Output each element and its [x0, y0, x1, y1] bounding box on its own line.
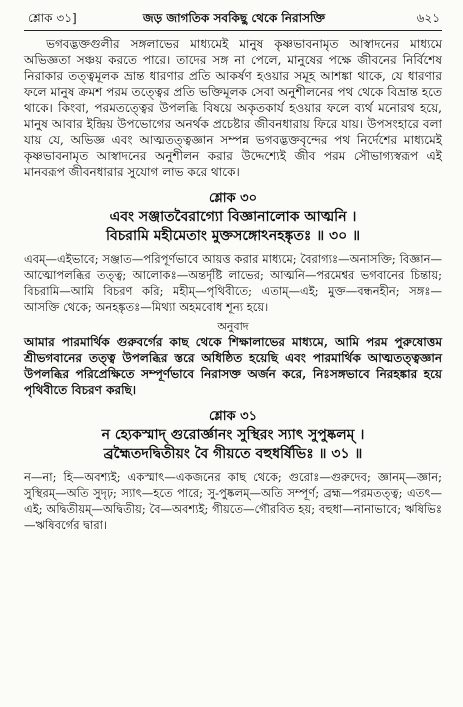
verse-30-line-2: বিচরামি মহীমেতাং মুক্তসঙ্গোঽনহঙ্কৃতঃ ॥ ৩০ ॥ [105, 228, 361, 244]
header-verse-ref: শ্লোক ৩১] [28, 11, 77, 25]
page-body [24, 36, 442, 533]
verse-31-line-1: ন হ্যেকস্মাদ্ গুরোর্জ্ঞানং সুস্থিরং স্যাৎ সুপুষ্কলম্ । [101, 427, 365, 443]
verse-30-line-1: এবং সঞ্জাতবৈরাগ্যো বিজ্ঞানালোক আত্মনি । [109, 209, 357, 225]
verse-30-synonyms: এবম্—এইভাবে; সঞ্জাত—পরিপূর্ণভাবে আয়ত্ত করার মাধ্যমে; বৈরাগ্যঃ—অনাসক্তি; বিজ্ঞান—আত্মোপলব্ধির তত্ত্ব; আলোকঃ—অন্তর্দৃষ্টি লাভের; আত্মনি—পরমেশ্বর ভগবানের চিন্তায়; বিচরামি—আমি বিচরণ করি; মহীম্—পৃথিবীতে; এতাম্—এই; মুক্ত—বন্ধনহীন; সঙ্গঃ—আসক্তি থেকে; অনহঙ্কৃতঃ—মিথ্যা অহমবোধ শূন্য হয়ে। [24, 252, 442, 314]
header-chapter-title: জড় জাগতিক সবকিছু থেকে নিরাসক্তি [142, 11, 326, 25]
verse-31-heading: শ্লোক ৩১ [208, 409, 258, 424]
verse-30-translation-label: অনুবাদ [217, 320, 249, 333]
verse-30-heading: শ্লোক ৩০ [208, 191, 258, 206]
purport-paragraph: ভগবদ্ভক্তগুলীর সঙ্গলাভের মাধ্যমেই মানুষ কৃষ্ণভাবনামৃত আস্বাদনের মাধ্যমে অভিজ্ঞতা সঞ্চয় করতে পারে। তাদের সঙ্গ না পেলে, মানুষের পক্ষে জীবনের নির্বিশেষ নিরাকার তত্ত্বমূলক ভ্রান্ত ধারণার প্রতি আকর্ষণ হওয়ার সমূহ আশঙ্কা থাকে, যে ধারণার ফলে মানুষ ক্রমশ পরম তত্ত্বের প্রতি ভক্তিমূলক সেবা অনুশীলনের পথ থেকে বিভ্রান্ত হতে থাকে। কিংবা, পরমতত্ত্বের উপলব্ধি বিষয়ে অকৃতকার্য হওয়ার ফলে ব্যর্থ মনোরথ হয়ে, মানুষ আবার ইন্দ্রিয় উপভোগের অনর্থক প্রচেষ্টার জীবনধারায় ফিরে যায়। উপসংহারে বলা যায় যে, অভিজ্ঞ এবং আত্মতত্ত্বজ্ঞান সম্পন্ন ভগবদ্ভক্তবৃন্দের পথ নির্দেশের মাধ্যমেই কৃষ্ণভাবনামৃত আস্বাদনের অনুশীলন করার উদ্দেশ্যেই জীব পরম সৌভাগ্যস্বরূপ এই মানবরূপ জীবনধারার সুযোগ লাভ করে থাকে। [24, 37, 442, 179]
verse-31-synonyms: ন—না; হি—অবশ্যই; একস্মাৎ—একজনের কাছ থেকে; গুরোঃ—গুরুদেব; জ্ঞানম্—জ্ঞান; সুস্থিরম্—অতি সুদৃঢ়; স্যাৎ—হতে পারে; সু-পুষ্কলম্—অতি সম্পূর্ণ; ব্রহ্ম—পরমতত্ত্ব; এতৎ—এই; অদ্বিতীয়ম্—অদ্বিতীয়; বৈ—অবশ্যই; গীয়তে—গৌরবিত হয়; বহুধা—নানাভাবে; ঋষিভিঃ—ঋষিবর্গের দ্বারা। [24, 470, 442, 532]
verse-31-line-2: ব্রহ্মৈতদদ্বিতীয়ং বৈ গীয়তে বহুধর্ষিভিঃ ॥ ৩১ ॥ [103, 446, 363, 462]
page-header [28, 10, 440, 28]
header-rule [24, 30, 442, 31]
verse-30-translation: আমার পারমার্থিক গুরুবর্গের কাছ থেকে শিক্ষালাভের মাধ্যমে, আমি পরম পুরুষোত্তম শ্রীভগবানের তত্ত্ব উপলব্ধির স্তরে অধিষ্ঠিত হয়েছি এবং পারমার্থিক আত্মতত্ত্বজ্ঞান উপলব্ধির পরিপ্রেক্ষিতে সম্পূর্ণভাবে নিরাসক্ত অর্জন করে, নিঃসঙ্গভাবে নিরহঙ্কার হয়ে পৃথিবীতে বিচরণ করছি। [24, 335, 442, 397]
page-number: ৬২১ [416, 11, 440, 25]
